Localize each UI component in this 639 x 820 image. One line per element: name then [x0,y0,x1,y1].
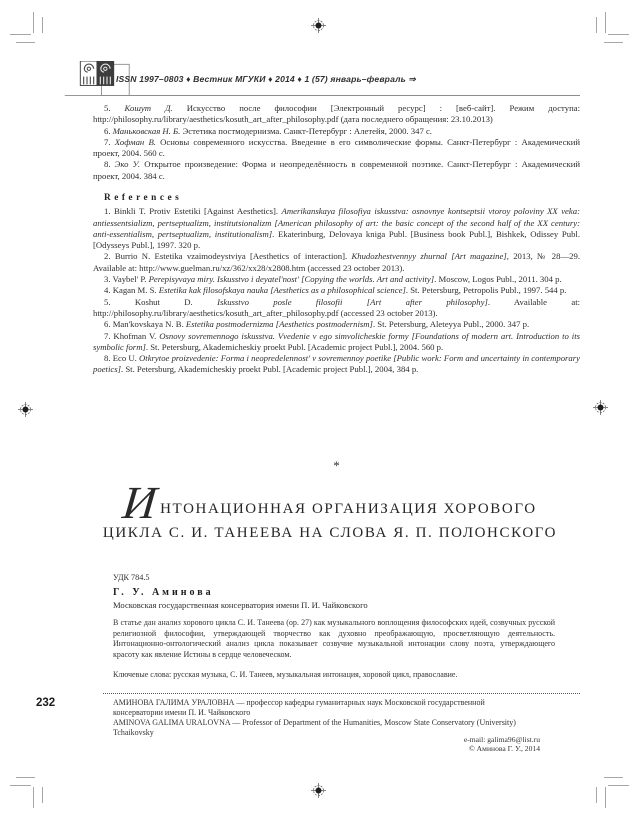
bibliography-item [93,137,580,160]
udc-code: УДК 784.5 [113,573,150,582]
page-number: 232 [36,697,56,709]
article-meta [113,573,553,610]
title-line1-text: НТОНАЦИОННАЯ ОРГАНИЗАЦИЯ ХОРОВОГО [160,501,537,517]
references-heading: References [104,193,183,203]
italic-text: Osnovy sovremennogo iskusstva. Vvedenie v ego simvolicheskie formy [Foundations of modern art. Introduction to its symbolic form] [93,330,580,352]
text: . Ekaterinburg, Delovaya kniga Publ. [Business book Publ.], Bishkek, Odissey Publ. [Odysseys Publ.], 1997. 320 p. [93,228,580,251]
text: . St. Petersburg, Aleteyya Publ., 2000. 347 p. [372,319,530,330]
italic-text: Estetika kak filosofskaya nauka [Aesthetics as a philosophical science] [158,285,406,296]
text: 6. [104,125,113,136]
text: 7. Khofman V. [104,330,160,341]
author-email: e-mail: galima96@list.ru [463,735,540,744]
italic-text: Estetika postmodernizma [Aesthetics postmodernism] [185,319,373,330]
registration-mark-icon [18,402,33,417]
bibliography-russian-list [93,103,580,182]
article-title-line2: ЦИКЛА С. И. ТАНЕЕВА НА СЛОВА Я. П. ПОЛОНСКОГО [102,525,558,541]
bibliography-item [93,103,580,126]
text: Искусство после философии [Электронный ресурс] : [веб-сайт]. Режим доступа: http://philosophy.ru/library/aesthetics/kosuth_art_after_philosophy.pdf (дата последнего обращения: 23.10.2013) [93,103,580,125]
text: 4. Kagan M. S. [104,285,159,296]
text: . Available at: http://philosophy.ru/library/aesthetics/kosuth_art_after_philosophy.pdf (accessed 23 october 2013). [93,296,581,318]
registration-mark-icon [593,400,608,415]
reference-item [93,331,580,354]
reference-item [93,274,580,285]
text: . Moscow, Logos Publ., 2011. 304 p. [434,274,562,285]
text: . St. Petersburg, Akademicheskiy proekt Publ. [Academic project Publ.], 2004, 384 p. [121,364,419,375]
header-rule [100,95,580,96]
registration-mark-icon [311,783,326,798]
text: 3. Vaybel' P. [104,274,149,285]
reference-item [93,297,580,320]
italic-text: Маньковская Н. Б. [112,125,181,136]
reference-item [93,285,580,296]
reference-item [93,206,580,251]
text: Открытое произведение: Форма и неопределённость в современной поэтике. Санкт-Петербург : Академический проект, 2004. 384 с. [93,159,581,181]
footer-author-info-en: AMINOVA GALIMA URALOVNA — Professor of Department of the Humanities, Moscow State Conservatory (University) Tchaikovsky [113,718,516,737]
italic-text: Khudozhestvennyy zhurnal [Art magazine] [351,251,507,262]
footer-author-info-ru: АМИНОВА ГАЛИМА УРАЛОВНА — профессор кафедры гуманитарных наук Московской государственной консерватории имени П. И. Чайковского [113,698,485,717]
text: 8. Eco U. [104,353,139,364]
text: 5. [104,103,125,113]
section-separator-star: * [333,458,340,473]
reference-item [93,251,580,274]
text: , 2013, № 28—29. Available at: http://www.guelman.ru/xz/362/xx28/x2808.htm (accessed 23 october 2013). [93,251,580,273]
text: . St. Petersburg, Akademicheskiy proekt Publ. [Academic project Publ.], 2004. 560 p. [145,341,444,352]
reference-item [93,353,580,376]
registration-mark-icon [311,18,326,33]
text: . St. Petersburg, Petropolis Publ., 1997. 544 p. [405,285,567,296]
references-list [93,206,580,375]
text: Основы современного искусства. Введение в его символические формы. Санкт-Петербург : Академический проект, 2004. 560 с. [93,136,581,159]
article-author: Г. У. Аминова [113,587,214,598]
italic-text: Perepisyvaya miry. Iskusstvo i deyatel'nost' [Copying the worlds. Art and activity] [148,274,435,285]
italic-text: Iskusstvo posle filosofii [Art after philosophy] [217,296,488,307]
bibliography-item [93,159,580,182]
text: 7. [104,136,115,147]
footer-dotted-rule [103,693,580,694]
article-title [70,477,590,545]
text: 5. Koshut D. [104,296,218,307]
copyright-line: © Аминова Г. У., 2014 [469,744,540,754]
text: 6. Man'kovskaya N. B. [104,319,186,330]
italic-text: Хофман В. [114,136,156,147]
footer-contact [340,735,540,754]
text: 1. Binkli T. Protiv Estetiki [Against Aesthetics]. [104,206,282,217]
italic-text: Эко У. [114,159,141,170]
references-section [93,193,580,376]
bibliography-item [93,126,580,137]
italic-text: Amerikanskaya filosofiya iskusstva: osnovnye kontseptsii vtoroy poloviny XX veka: antiessentsializm, pertseptualizm, institutsionalizm [American philosophy of art: the basic concept of the second half of the XX century: anti-essentialism, pertseptualizm, institutionalism] [93,206,580,239]
reference-item [93,319,580,330]
article-keywords: Ключевые слова: русская музыка, С. И. Танеев, музыкальная интонация, хоровой цикл, православие. [113,670,458,679]
article-abstract: В статье дан анализ хорового цикла С. И. Танеева (ор. 27) как музыкального воплощения философских идей, созвучных русской религиозной философии, утверждающей творчество как духовно преображающую, просветляющую деятельность. Интонационно-онтологический анализ цикла показывает созвучие музыкальной интонации слову поэта, утверждающего красоту как явление Истины в сердце человеческом. [113,618,555,659]
journal-issn-header: ISSN 1997–0803 ♦ Вестник МГУКИ ♦ 2014 ♦ 1 (57) январь–февраль ⇒ [116,74,416,84]
text: 2. Burrio N. Estetika vzaimodeystviya [Aesthetics of interaction]. [104,251,352,262]
article-affiliation: Московская государственная консерватория имени П. И. Чайковского [113,600,368,610]
italic-text: Кошут Д. [124,103,173,113]
text: Эстетика постмодернизма. Санкт-Петербург : Алетейя, 2000. 347 с. [180,125,432,136]
text: 8. [104,159,115,170]
italic-text: Otkrytoe proizvedenie: Forma i neopredelennost' v sovremennoy poetike [Public work: Form and uncertainty in contemporary poetics] [93,353,580,375]
article-title-line1: ИНТОНАЦИОННАЯ ОРГАНИЗАЦИЯ ХОРОВОГО [120,477,537,528]
